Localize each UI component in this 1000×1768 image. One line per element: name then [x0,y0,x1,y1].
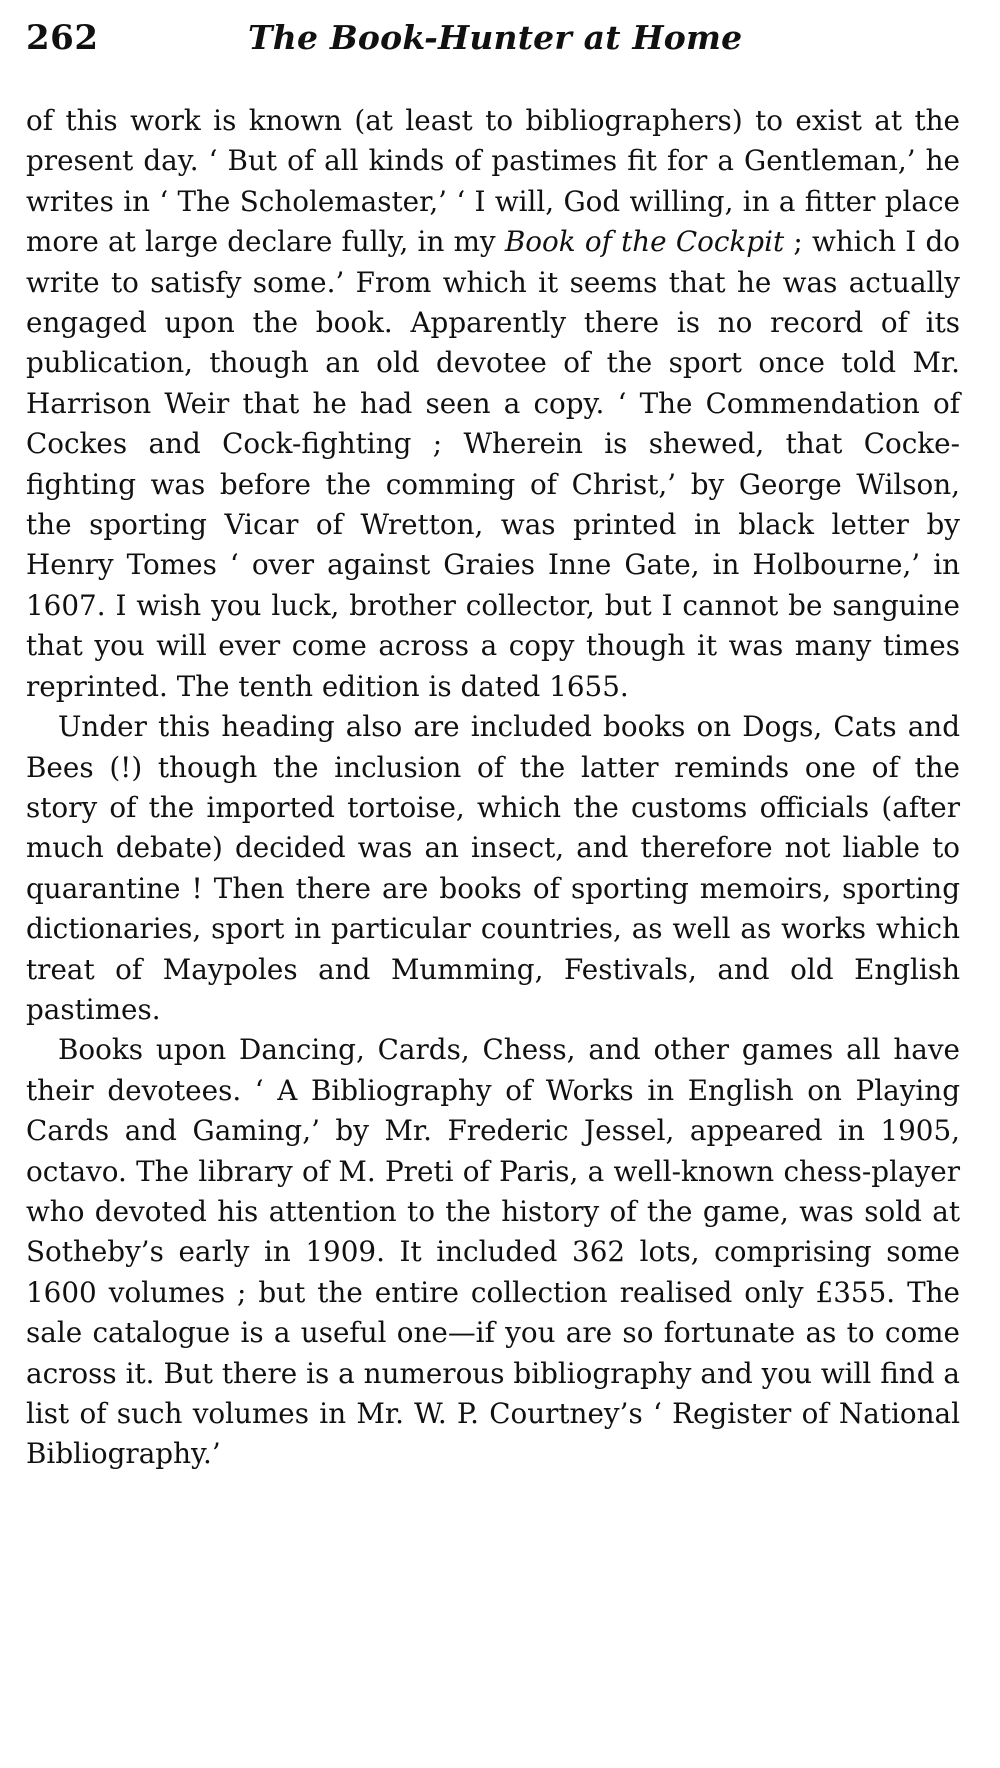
body-text [26,101,960,1475]
paragraph-games: Books upon Dancing, Cards, Chess, and other games all have their devotees. ‘ A Bibliography of Works in English on Playing Cards and Gaming,’ by Mr. Frederic Jessel, appeared in 1905, octavo. The library of M. Preti of Paris, a well-known chess-player who devoted his attention to the history of the game, was sold at Sotheby’s early in 1909. It included 362 lots, comprising some 1600 volumes ; but the entire collection realised only £355. The sale catalogue is a useful one—if you are so fortunate as to come across it. But there is a numerous bibliography and you will find a list of such volumes in Mr. W. P. Courtney’s ‘ Register of National Bibliography.’ [26,1033,960,1471]
running-head [26,18,960,72]
paragraph-dogs-cats-bees: Under this heading also are included books on Dogs, Cats and Bees (!) though the inclusion of the latter reminds one of the story of the imported tortoise, which the customs officials (after much debate) decided was an insect, and therefore not liable to quarantine ! Then there are books of sporting memoirs, sporting dictionaries, sport in particular countries, as well as works which treat of Maypoles and Mumming, Festivals, and old English pastimes. [26,710,960,1026]
book-page [26,18,960,1750]
page-number: 262 [26,18,99,58]
paragraph-text: ; which I do write to satisfy some.’ From which it seems that he was actually engaged upon the book. Apparently there is no record of its publication, though an old devotee of the sport once told Mr. Harrison Weir that he had seen a copy. ‘ The Commendation of Cockes and Cock-fighting ; Wherein is shewed, that Cocke-fighting was before the comming of Christ,’ by George Wilson, the sporting Vicar of Wretton, was printed in black letter by Henry Tomes ‘ over against Graies Inne Gate, in Holbourne,’ in 1607. I wish you luck, brother collector, but I cannot be sanguine that you will ever come across a copy though it was many times reprinted. The tenth edition is dated 1655. [26,225,960,703]
running-title: The Book-Hunter at Home [248,18,743,57]
paragraph-text: of this work is known (at least to bibliographers) to exist at the present day. ‘ But of all kinds of pastimes fit for a Gentleman,’ he writes in ‘ The Scholemaster,’ ‘ I will, God willing, in a fitter place more at large declare fully, in my [26,104,960,259]
book-title-italic: Book of the Cockpit [504,225,785,259]
paragraph-cockpit [26,101,960,707]
